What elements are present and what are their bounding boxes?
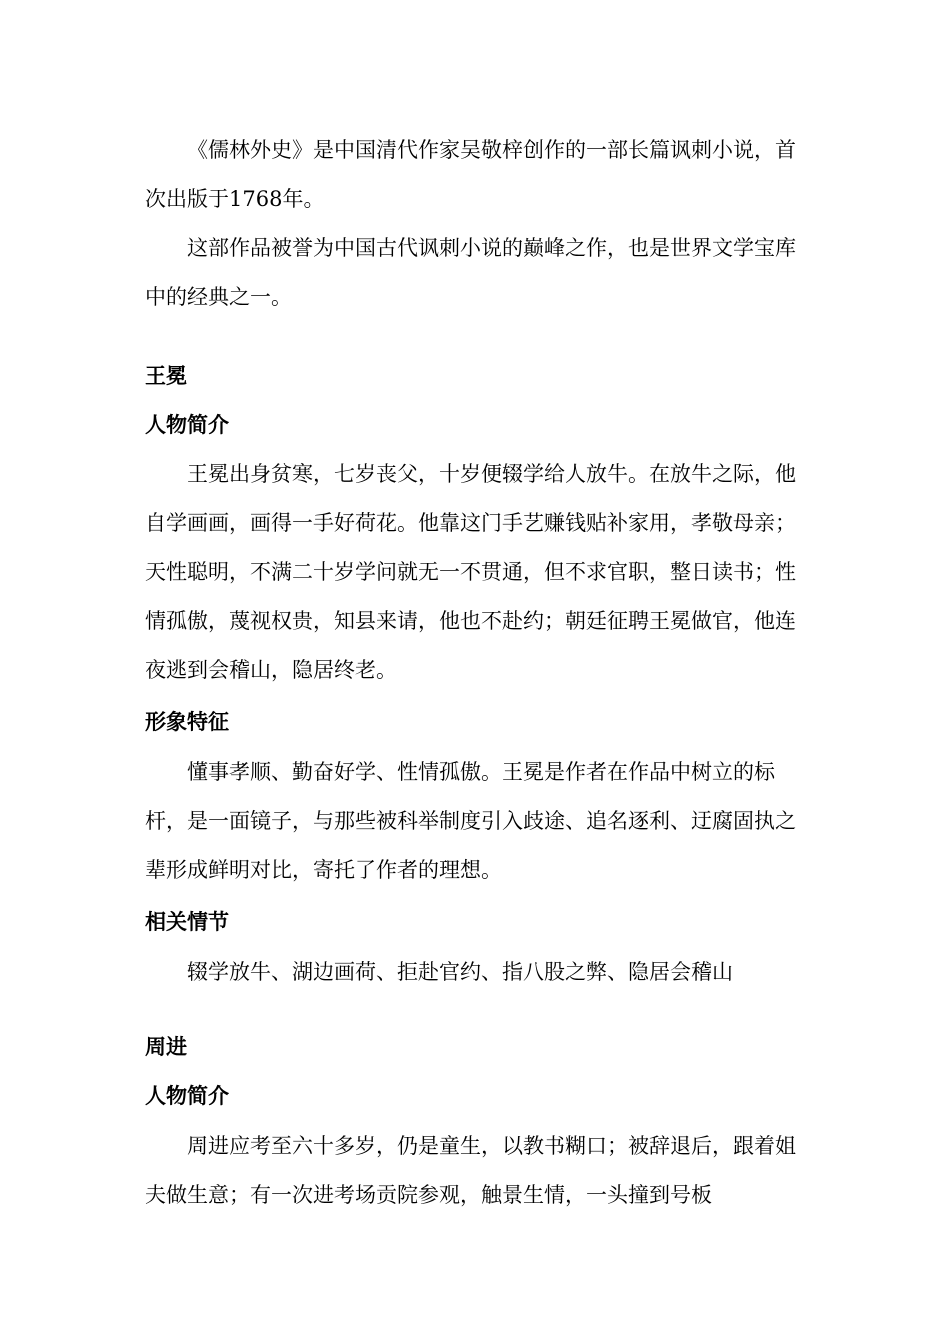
intro-paragraph-2: 这部作品被誉为中国古代讽刺小说的巅峰之作，也是世界文学宝库中的经典之一。	[145, 236, 796, 309]
intro-paragraph-1: 《儒林外史》是中国清代作家吴敬梓创作的一部长篇讽刺小说，首次出版于1768年。	[145, 138, 796, 211]
profile-heading-zhoujin: 人物简介	[145, 1084, 229, 1108]
plot-text-wangmian: 辍学放牛、湖边画荷、拒赴官约、指八股之弊、隐居会稽山	[187, 960, 733, 984]
profile-heading-wangmian: 人物简介	[145, 413, 229, 437]
traits-text-wangmian: 懂事孝顺、勤奋好学、性情孤傲。王冕是作者在作品中树立的标杆，是一面镜子，与那些被科举制度引入歧途、追名逐利、迂腐固执之辈形成鲜明对比，寄托了作者的理想。	[145, 760, 796, 882]
traits-heading-wangmian: 形象特征	[145, 710, 229, 734]
profile-text-wangmian: 王冕出身贫寒，七岁丧父，十岁便辍学给人放牛。在放牛之际，他自学画画，画得一手好荷花。他靠这门手艺赚钱贴补家用，孝敬母亲；天性聪明，不满二十岁学问就无一不贯通，但不求官职，整日读书；性情孤傲，蔑视权贵，知县来请，他也不赴约；朝廷征聘王冕做官，他连夜逃到会稽山，隐居终老。	[145, 462, 796, 682]
character-name-zhoujin: 周进	[145, 1035, 187, 1059]
plot-heading-wangmian: 相关情节	[145, 910, 229, 934]
character-name-wangmian: 王冕	[145, 364, 187, 388]
profile-text-zhoujin: 周进应考至六十多岁，仍是童生，以教书糊口；被辞退后，跟着姐夫做生意；有一次进考场贡院参观，触景生情，一头撞到号板	[145, 1134, 796, 1207]
